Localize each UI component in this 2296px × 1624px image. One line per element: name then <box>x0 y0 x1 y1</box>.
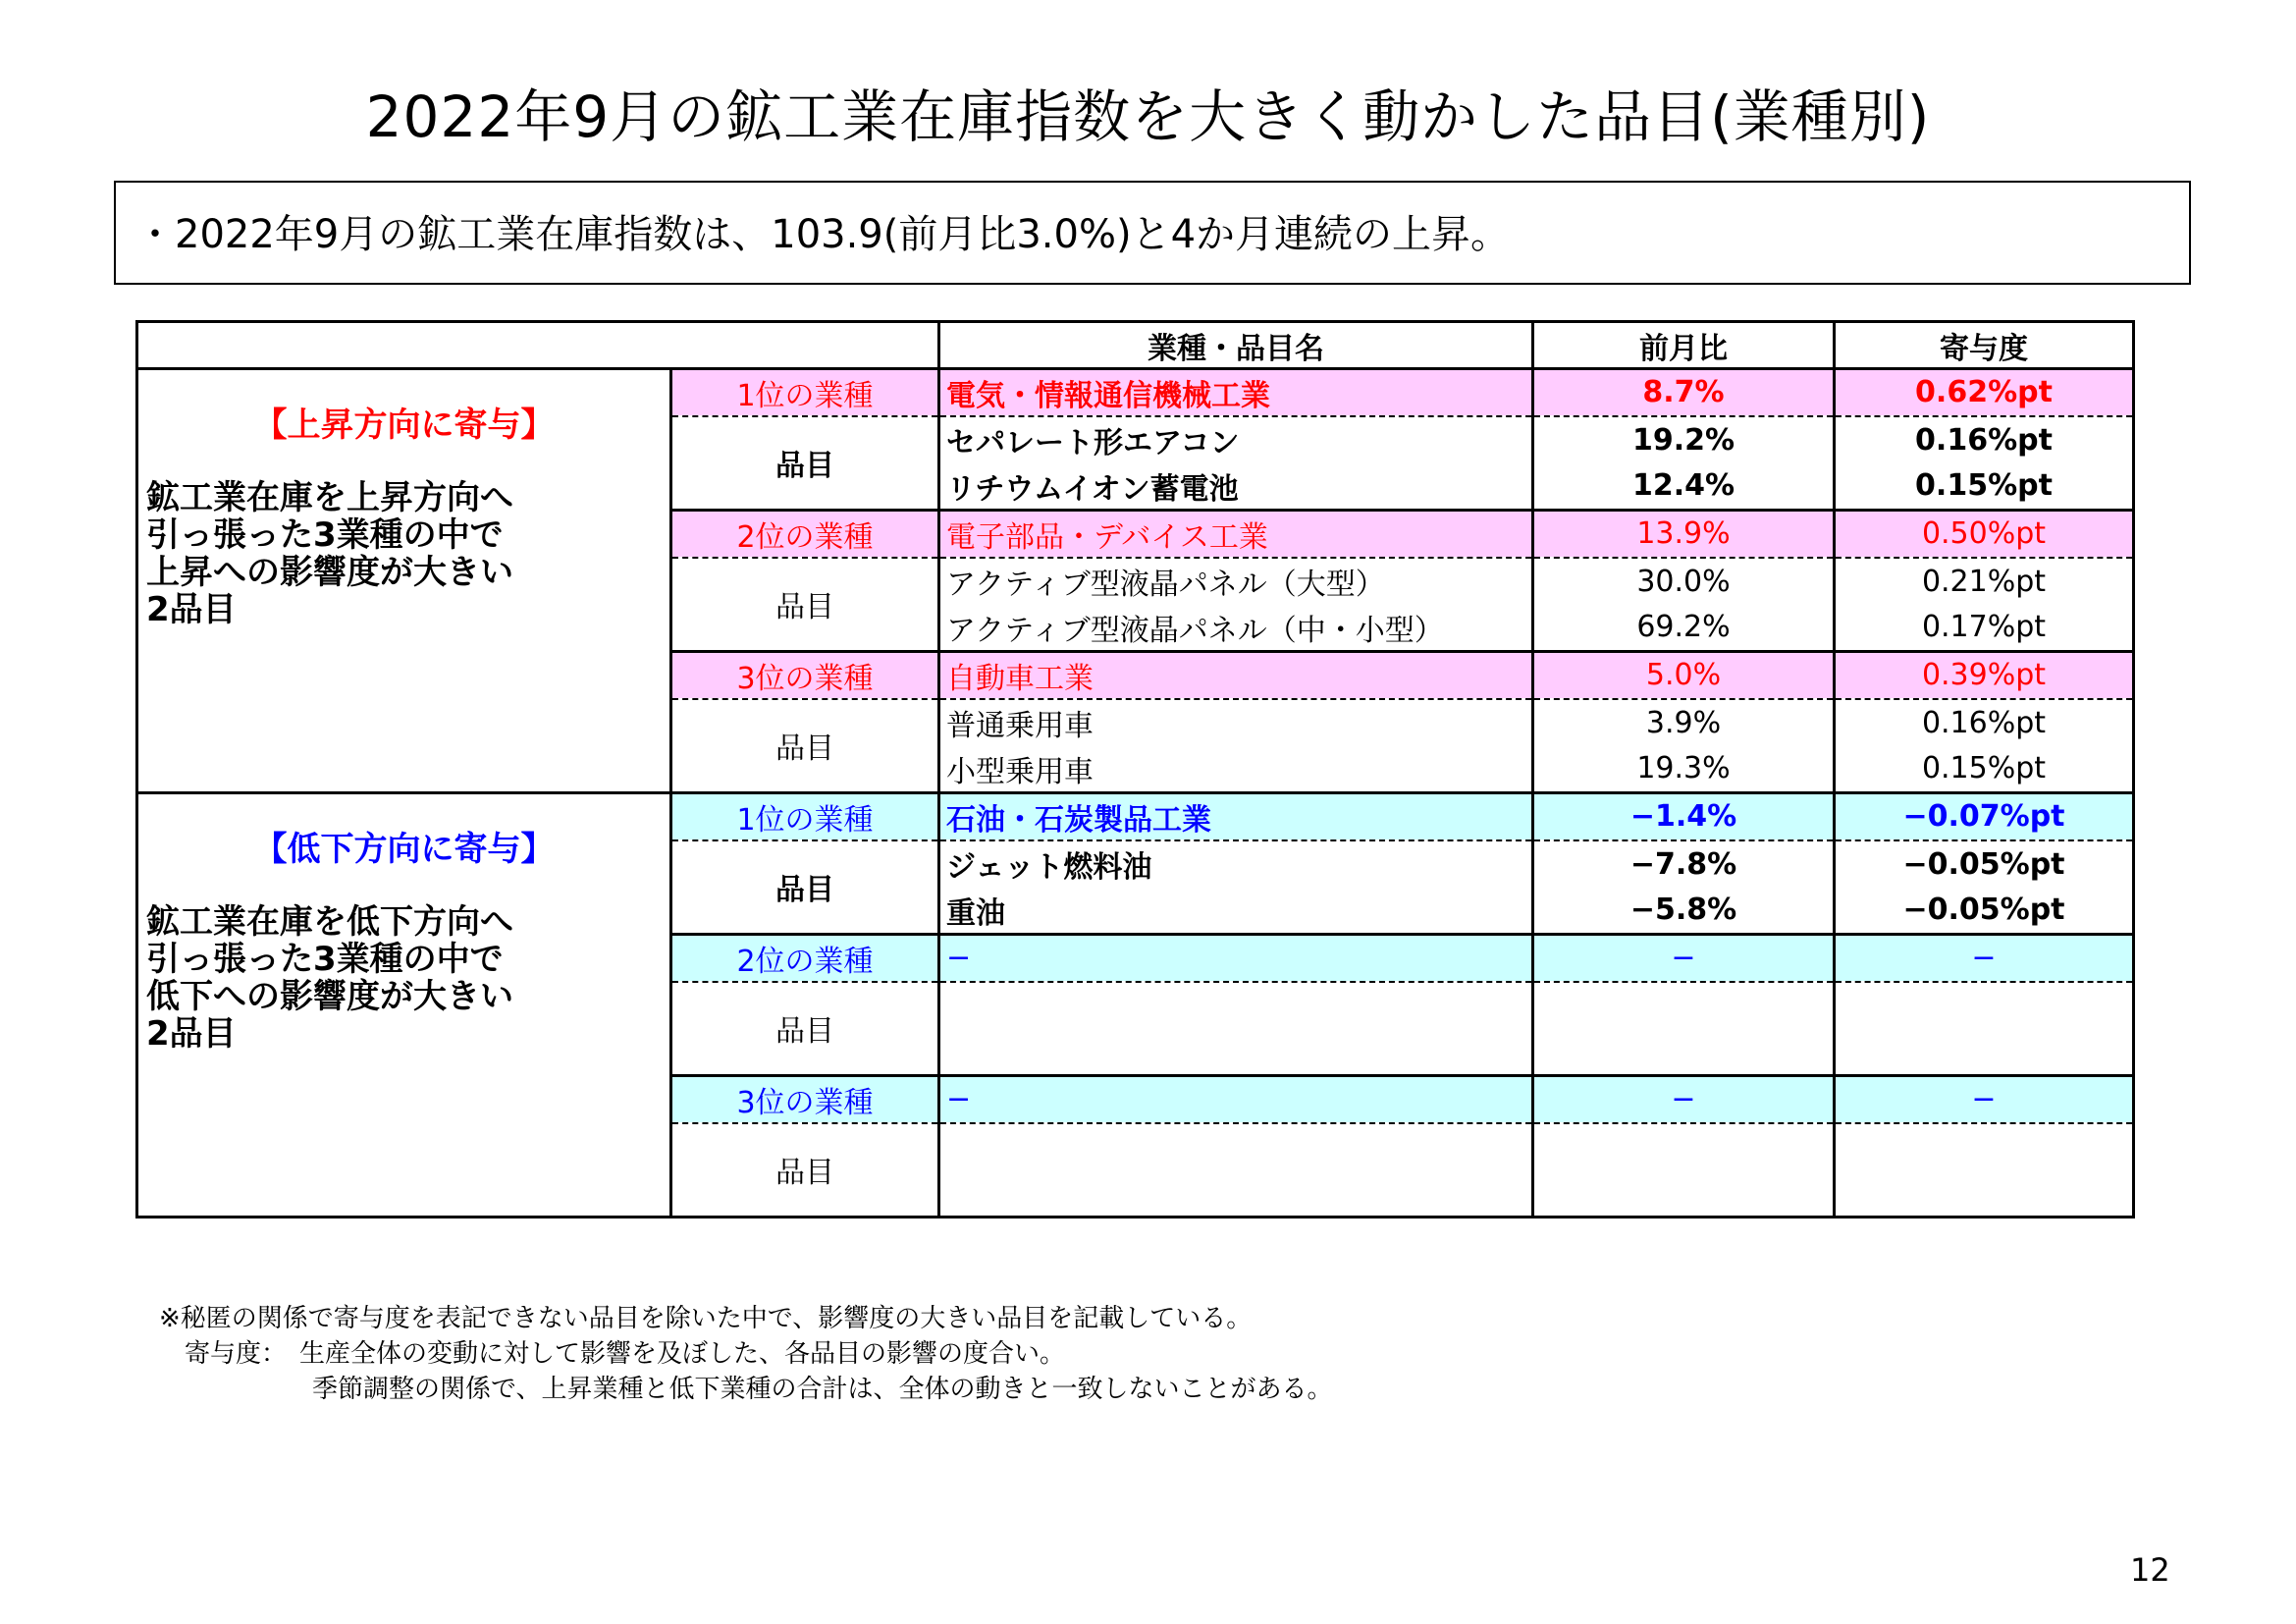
item-contribution: 0.15%pt <box>1835 746 2134 793</box>
item-name: アクティブ型液晶パネル（中・小型） <box>939 605 1533 652</box>
industry-contribution: 0.62%pt <box>1835 369 2134 416</box>
up-category-cell <box>137 369 671 793</box>
table-header-row <box>137 322 2134 369</box>
item-contribution <box>1835 1029 2134 1076</box>
rank-label: 3位の業種 <box>671 652 939 699</box>
item-contribution: 0.16%pt <box>1835 416 2134 463</box>
up-category-text: 鉱工業在庫を上昇方向へ 引っ張った3業種の中で 上昇への影響度が大きい 2品目 <box>146 478 513 629</box>
industry-contribution: 0.50%pt <box>1835 511 2134 558</box>
item-name <box>939 1029 1533 1076</box>
item-mom <box>1533 1029 1835 1076</box>
item-mom: 3.9% <box>1533 699 1835 746</box>
items-label: 品目 <box>671 840 939 935</box>
items-label: 品目 <box>671 1123 939 1218</box>
footnote-line: 寄与度： 生産全体の変動に対して影響を及ぼした、各品目の影響の度合い。 <box>159 1339 1066 1369</box>
items-label: 品目 <box>671 699 939 793</box>
footnote-line: 季節調整の関係で、上昇業種と低下業種の合計は、全体の動きと一致しないことがある。 <box>159 1375 1333 1404</box>
item-contribution: −0.05%pt <box>1835 840 2134 888</box>
footnote-line: ※秘匿の関係で寄与度を表記できない品目を除いた中で、影響度の大きい品目を記載している。 <box>159 1304 1253 1333</box>
item-name: アクティブ型液晶パネル（大型） <box>939 558 1533 605</box>
item-mom <box>1533 1123 1835 1170</box>
item-name <box>939 982 1533 1029</box>
item-contribution: 0.16%pt <box>1835 699 2134 746</box>
industry-name: − <box>939 935 1533 982</box>
header-mom: 前月比 <box>1533 322 1835 369</box>
item-mom: 19.2% <box>1533 416 1835 463</box>
page-number: 12 <box>2130 1551 2170 1589</box>
up-rank1-row <box>137 369 2134 416</box>
item-name: 重油 <box>939 888 1533 935</box>
industry-contribution: − <box>1835 935 2134 982</box>
item-mom: 12.4% <box>1533 463 1835 511</box>
item-name: ジェット燃料油 <box>939 840 1533 888</box>
industry-name: − <box>939 1076 1533 1123</box>
item-name <box>939 1170 1533 1218</box>
header-contribution: 寄与度 <box>1835 322 2134 369</box>
rank-label: 1位の業種 <box>671 793 939 840</box>
item-mom: 30.0% <box>1533 558 1835 605</box>
item-contribution: 0.17%pt <box>1835 605 2134 652</box>
items-label: 品目 <box>671 982 939 1076</box>
industry-mom: − <box>1533 935 1835 982</box>
header-blank <box>137 322 939 369</box>
item-contribution: −0.05%pt <box>1835 888 2134 935</box>
industry-name: 電気・情報通信機械工業 <box>939 369 1533 416</box>
industry-contribution: − <box>1835 1076 2134 1123</box>
industry-name: 石油・石炭製品工業 <box>939 793 1533 840</box>
item-contribution <box>1835 1123 2134 1170</box>
footnotes <box>159 1301 1332 1407</box>
item-name: セパレート形エアコン <box>939 416 1533 463</box>
rank-label: 2位の業種 <box>671 935 939 982</box>
item-name: リチウムイオン蓄電池 <box>939 463 1533 511</box>
summary-box: ・2022年9月の鉱工業在庫指数は、103.9(前月比3.0%)と4か月連続の上昇。 <box>114 181 2191 285</box>
item-mom <box>1533 1170 1835 1218</box>
item-contribution: 0.21%pt <box>1835 558 2134 605</box>
item-name: 普通乗用車 <box>939 699 1533 746</box>
rank-label: 1位の業種 <box>671 369 939 416</box>
industry-mom: 5.0% <box>1533 652 1835 699</box>
page-title: 2022年9月の鉱工業在庫指数を大きく動かした品目(業種別) <box>365 83 1931 150</box>
industry-mom: 8.7% <box>1533 369 1835 416</box>
industry-name: 電子部品・デバイス工業 <box>939 511 1533 558</box>
item-mom: 69.2% <box>1533 605 1835 652</box>
item-mom: −7.8% <box>1533 840 1835 888</box>
header-name: 業種・品目名 <box>939 322 1533 369</box>
item-contribution: 0.15%pt <box>1835 463 2134 511</box>
down-rank1-row <box>137 793 2134 840</box>
item-name: 小型乗用車 <box>939 746 1533 793</box>
down-category-text: 鉱工業在庫を低下方向へ 引っ張った3業種の中で 低下への影響度が大きい 2品目 <box>146 902 513 1054</box>
item-contribution <box>1835 1170 2134 1218</box>
industry-contribution: 0.39%pt <box>1835 652 2134 699</box>
item-contribution <box>1835 982 2134 1029</box>
item-mom <box>1533 982 1835 1029</box>
industry-mom: 13.9% <box>1533 511 1835 558</box>
industry-contribution: −0.07%pt <box>1835 793 2134 840</box>
items-label: 品目 <box>671 416 939 511</box>
industry-mom: − <box>1533 1076 1835 1123</box>
industry-name: 自動車工業 <box>939 652 1533 699</box>
industry-mom: −1.4% <box>1533 793 1835 840</box>
items-label: 品目 <box>671 558 939 652</box>
down-category-title: 【低下方向に寄与】 <box>253 830 555 869</box>
item-name <box>939 1123 1533 1170</box>
rank-label: 3位の業種 <box>671 1076 939 1123</box>
rank-label: 2位の業種 <box>671 511 939 558</box>
up-category-title: 【上昇方向に寄与】 <box>253 406 555 445</box>
item-mom: −5.8% <box>1533 888 1835 935</box>
down-category-cell <box>137 793 671 1218</box>
contribution-table <box>135 320 2135 1218</box>
item-mom: 19.3% <box>1533 746 1835 793</box>
